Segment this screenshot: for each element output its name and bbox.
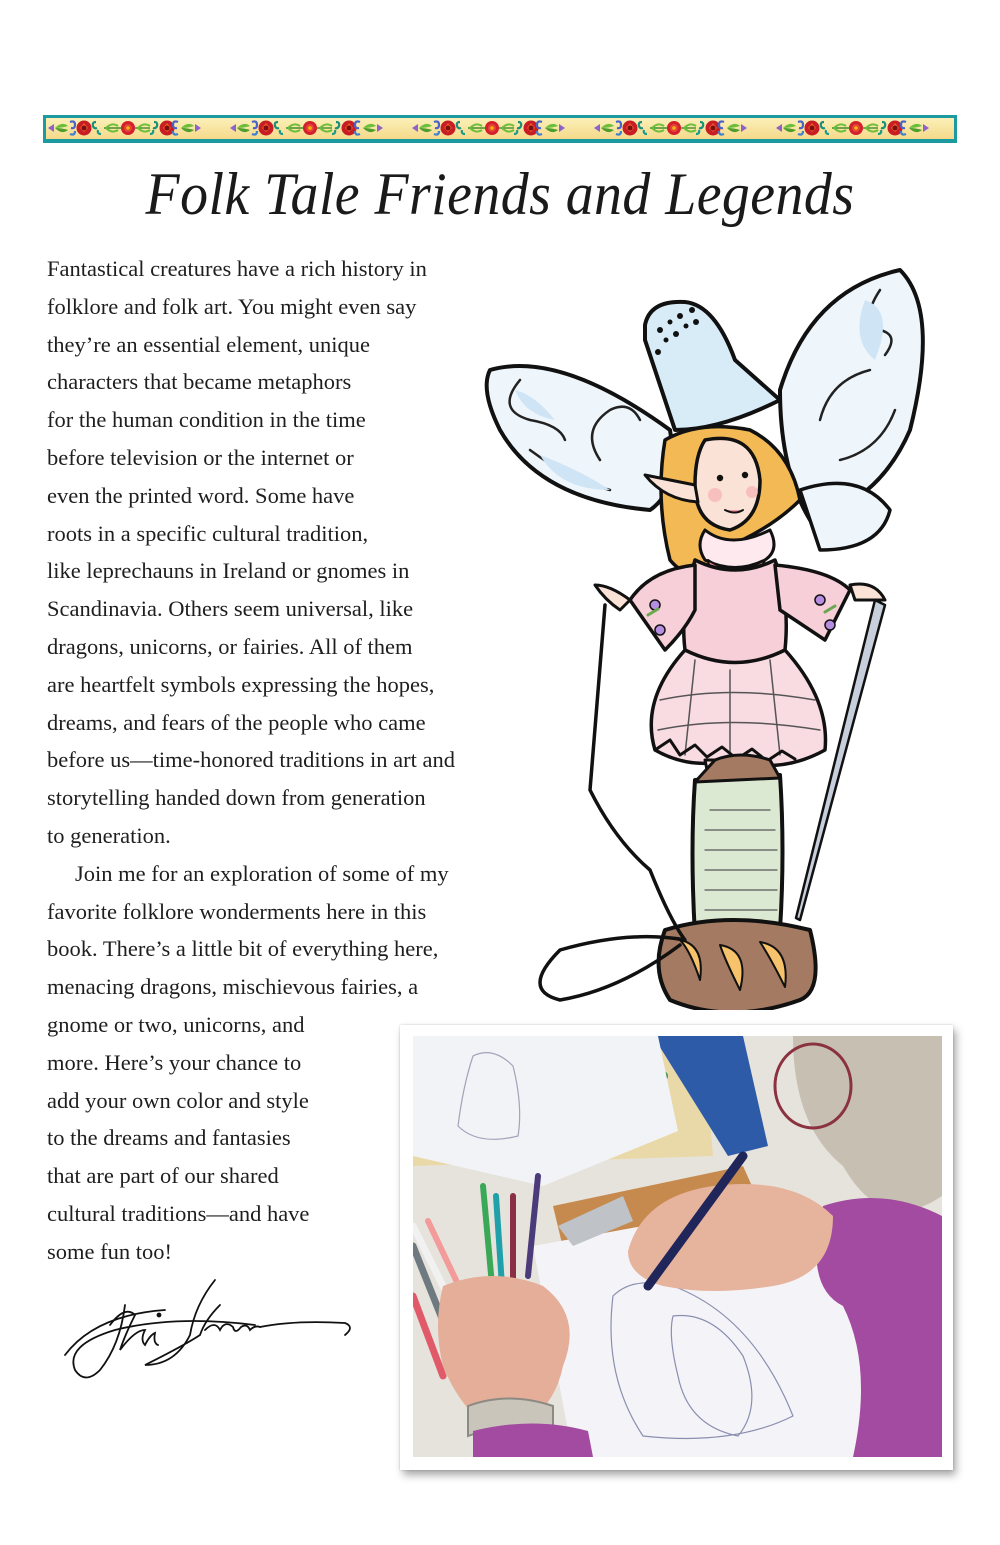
text-line: Fantastical creatures have a rich history in bbox=[47, 256, 427, 281]
text-line: to the dreams and fantasies bbox=[47, 1125, 291, 1151]
text-line: dreams, and fears of the people who came bbox=[47, 709, 426, 735]
text-line: storytelling handed down from generation bbox=[47, 785, 426, 811]
text-line: for the human condition in the time bbox=[47, 407, 366, 433]
text-line: menacing dragons, mischievous fairies, a bbox=[47, 974, 419, 1000]
text-line: add your own color and style bbox=[47, 1087, 309, 1113]
text-line: folklore and folk art. You might even say bbox=[47, 293, 417, 319]
signature-icon bbox=[55, 1275, 355, 1385]
text-line: like leprechauns in Ireland or gnomes in bbox=[47, 558, 410, 584]
banner-field bbox=[46, 118, 954, 139]
text-line: they’re an essential element, unique bbox=[47, 331, 370, 357]
text-line: dragons, unicorns, or fairies. All of them bbox=[47, 633, 413, 659]
text-line: are heartfelt symbols expressing the hopes, bbox=[47, 671, 435, 697]
text-line: some fun too! bbox=[47, 1238, 172, 1264]
fairy-on-spool-icon bbox=[480, 230, 960, 1010]
text-line: more. Here’s your chance to bbox=[47, 1049, 302, 1075]
page-title: Folk Tale Friends and Legends bbox=[145, 161, 855, 227]
text-line: favorite folklore wonderments here in this bbox=[47, 898, 427, 924]
text-line: gnome or two, unicorns, and bbox=[47, 1011, 305, 1037]
text-line: even the printed word. Some have bbox=[47, 482, 355, 508]
text-line: to generation. bbox=[47, 822, 171, 848]
fairy-illustration bbox=[480, 230, 960, 1015]
text-line: that are part of our shared bbox=[47, 1163, 279, 1189]
artist-hands-drawing-icon bbox=[413, 1036, 942, 1457]
text-line: roots in a specific cultural tradition, bbox=[47, 520, 369, 546]
text-line: Scandinavia. Others seem universal, like bbox=[47, 596, 414, 622]
text-line: cultural traditions—and have bbox=[47, 1200, 310, 1226]
artist-drawing-photo bbox=[413, 1036, 942, 1457]
floral-border-banner bbox=[43, 115, 957, 143]
floral-pattern-icon bbox=[46, 118, 954, 139]
author-signature bbox=[55, 1275, 355, 1390]
text-line: characters that became metaphors bbox=[47, 369, 352, 395]
text-line: Join me for an exploration of some of my bbox=[75, 860, 449, 886]
artist-photo-frame bbox=[400, 1025, 953, 1470]
text-line: before television or the internet or bbox=[47, 444, 354, 470]
text-line: before us—time-honored traditions in art and bbox=[47, 747, 456, 773]
text-line: book. There’s a little bit of everything here, bbox=[47, 936, 439, 962]
